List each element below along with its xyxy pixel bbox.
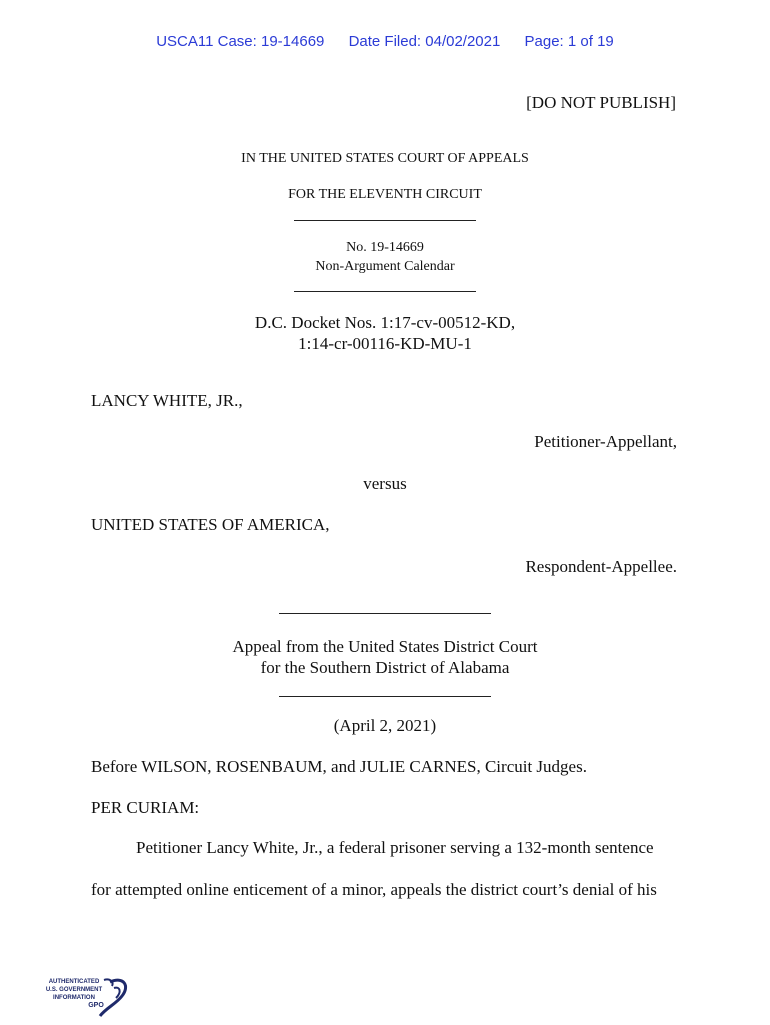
case-number: USCA11 Case: 19-14669	[156, 33, 325, 50]
filing-header	[0, 33, 770, 50]
case-no: No. 19-14669	[346, 240, 424, 255]
appeal-line-2: for the Southern District of Alabama	[260, 658, 510, 677]
gpo-seal	[44, 974, 130, 1020]
judges-line: Before WILSON, ROSENBAUM, and JULIE CARNES, Circuit Judges.	[91, 757, 587, 776]
circuit-title: FOR THE ELEVENTH CIRCUIT	[288, 187, 482, 202]
appellant-name: LANCY WHITE, JR.,	[91, 391, 243, 410]
divider	[294, 291, 476, 292]
court-title: IN THE UNITED STATES COURT OF APPEALS	[241, 151, 529, 166]
divider	[279, 613, 491, 614]
body-line-2: for attempted online enticement of a minor, appeals the district court’s denial of his	[91, 880, 657, 899]
divider	[279, 696, 491, 697]
seal-text: INFORMATION	[53, 995, 95, 1001]
date-filed: Date Filed: 04/02/2021	[348, 33, 501, 50]
gpo-eagle-icon	[44, 974, 130, 1020]
versus: versus	[363, 474, 407, 493]
calendar-type: Non-Argument Calendar	[315, 259, 455, 274]
docket-line-2: 1:14-cr-00116-KD-MU-1	[298, 334, 472, 353]
seal-text: AUTHENTICATED	[48, 979, 100, 985]
per-curiam: PER CURIAM:	[91, 798, 200, 817]
seal-text: GPO	[88, 1002, 104, 1009]
appeal-line-1: Appeal from the United States District Court	[232, 637, 538, 656]
appellant-role: Petitioner-Appellant,	[534, 432, 677, 451]
page-indicator: Page: 1 of 19	[524, 33, 614, 50]
divider	[294, 220, 476, 221]
decision-date: (April 2, 2021)	[333, 716, 437, 735]
appellee-role: Respondent-Appellee.	[525, 557, 677, 576]
body-line-1: Petitioner Lancy White, Jr., a federal prisoner serving a 132-month sentence	[136, 838, 654, 857]
docket-line-1: D.C. Docket Nos. 1:17-cv-00512-KD,	[254, 313, 516, 332]
appellee-name: UNITED STATES OF AMERICA,	[91, 515, 330, 534]
seal-text: U.S. GOVERNMENT	[45, 987, 103, 993]
publish-note: [DO NOT PUBLISH]	[526, 93, 676, 112]
